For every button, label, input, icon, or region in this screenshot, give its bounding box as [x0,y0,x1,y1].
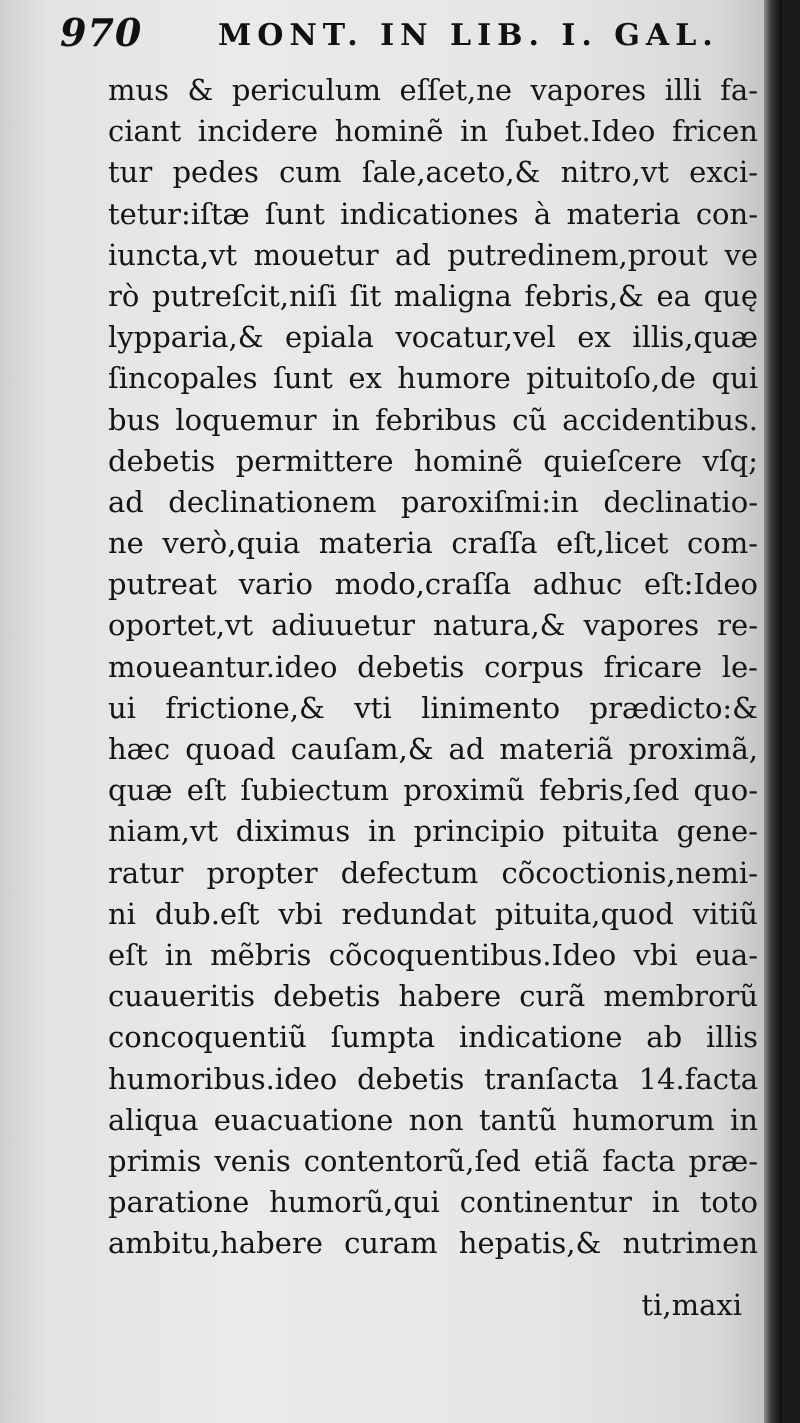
text-line: oportet,vt adiuuetur natura,& vapores re- [108,608,758,643]
text-line: cuaueritis debetis habere curã membrorũ [108,979,758,1014]
page-number: 970 [60,10,143,55]
catchword: ti,maxi [641,1288,742,1322]
text-line: tur pedes cum ſale,aceto,& nitro,vt exci- [108,155,758,190]
text-line: lypparia,& epiala vocatur,vel ex illis,quæ [108,320,758,355]
text-line: rò putreſcit,niſi ſit maligna febris,& ea quę [108,278,758,313]
text-line: paratione humorũ,qui continentur in toto [108,1185,758,1220]
text-line: eſt in mẽbris cõcoquentibus.Ideo vbi eua- [108,937,758,972]
text-line: moueantur.ideo debetis corpus fricare le- [108,649,758,684]
text-line: putreat vario modo,craſſa adhuc eſt:Ideo [108,567,758,602]
text-line: mus & periculum eſſet,ne vapores illi fa- [108,73,758,107]
text-line: humoribus.ideo debetis tranſacta 14.facta [108,1061,758,1096]
text-line: hæc quoad cauſam,& ad materiã proximã, [108,732,758,766]
text-line: ſincopales ſunt ex humore pituitoſo,de qui [108,361,758,396]
text-line: iuncta,vt mouetur ad putredinem,prout ve [108,237,758,272]
text-line: ambitu,habere curam hepatis,& nutrimen [108,1226,758,1261]
text-line: aliqua euacuatione non tantũ humorum in [108,1102,758,1137]
text-line: primis venis contentorũ,ſed etiã facta præ- [108,1143,758,1178]
text-line: ciant incidere hominẽ in ſubet.Ideo fricen [108,114,758,149]
page-edge-shadow [764,0,782,1423]
text-line: concoquentiũ ſumpta indicatione ab illis [108,1020,758,1055]
text-line: niam,vt diximus in principio pituita gene- [108,814,758,849]
text-line: ne verò,quia materia craſſa eſt,licet com- [108,526,758,561]
page-header [60,10,760,58]
text-line: ratur propter defectum cõcoctionis,nemi- [108,855,758,890]
text-line: debetis permittere hominẽ quieſcere vſq; [108,443,758,478]
text-line: ad declinationem paroxiſmi:in declinatio- [108,484,758,519]
running-head: MONT. IN LIB. I. GAL. [218,18,719,53]
text-line: ni dub.eſt vbi redundat pituita,quod vitiũ [108,896,758,931]
body-text [108,70,758,1264]
text-line: ui frictione,& vti linimento prædicto:& [108,690,758,725]
text-line: bus loquemur in febribus cũ accidentibus. [108,402,758,437]
text-line: tetur:iſtæ ſunt indicationes à materia con- [108,196,758,231]
text-line: quæ eſt ſubiectum proximũ febris,ſed quo- [108,773,758,808]
